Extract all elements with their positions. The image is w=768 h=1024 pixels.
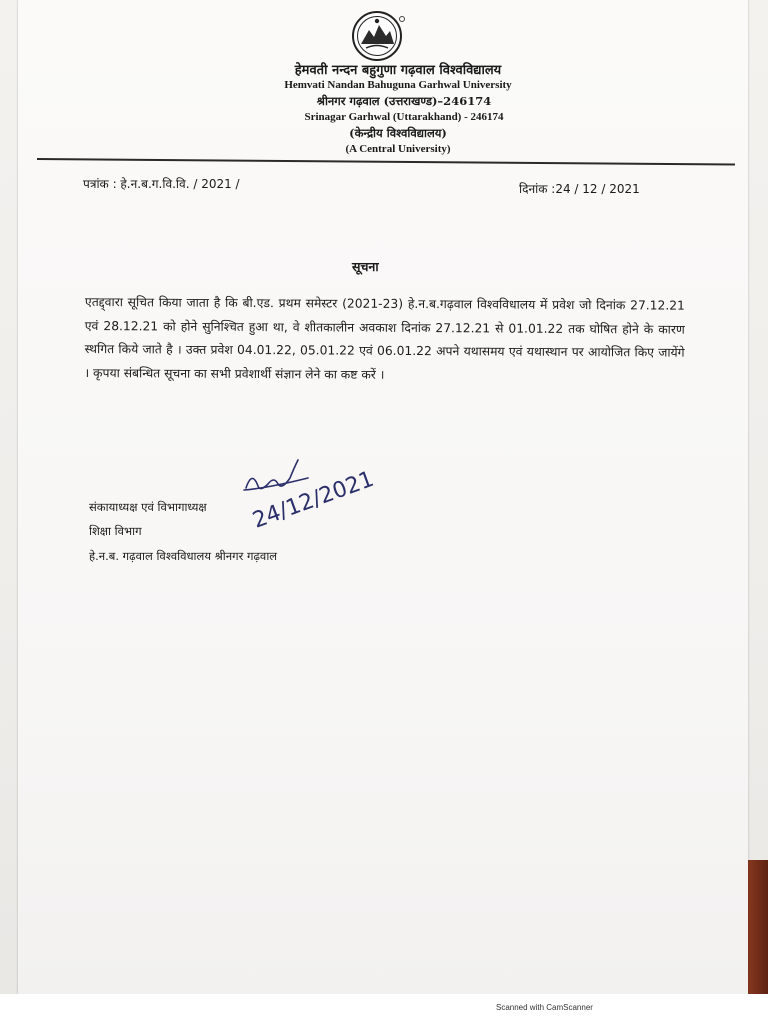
footer-band: [0, 994, 768, 1024]
department: शिक्षा विभाग: [89, 524, 142, 538]
central-university-english: (A Central University): [345, 143, 451, 155]
location-english: Srinagar Garhwal (Uttarakhand) - 246174: [304, 111, 504, 123]
institution: हे.न.ब. गढ़वाल विश्वविधालय श्रीनगर गढ़वाल: [89, 549, 278, 563]
central-university-hindi: (केन्द्रीय विश्वविद्यालय): [349, 126, 447, 140]
handwritten-signature: [238, 448, 388, 536]
letter-number: पत्रांक : हे.न.ब.ग.वि.वि. / 2021 /: [83, 177, 240, 191]
svg-text:24/12/2021: 24/12/2021: [249, 466, 378, 534]
designation: संकायाध्यक्ष एवं विभागाध्यक्ष: [89, 500, 207, 514]
location-hindi: श्रीनगर गढ़वाल (उत्तराखण्ड)–246174: [316, 94, 492, 108]
notice-title: सूचना: [352, 259, 379, 274]
notice-body: एतद्द्वारा सूचित किया जाता है कि बी.एड. प्रथम समेस्टर (2021-23) हे.न.ब.गढ़वाल विश्वविधालय में प्रवेश जो दिनांक 27.12.21 एवं 28.12.21 को होने सुनिश्चित हुआ था, वे शीतकालीन अवकाश दिनांक 27.12.21 से 01.01.22 तक घोषित होने के कारण स्थगित किये जाते है । उक्त प्रवेश 04.01.22, 05.01.22 एवं 06.01.22 अपने यथासमय एवं यथास्थान पर आयोजित किए जायेंगे । कृपया संबन्धित सूचना का सभी प्रवेशार्थी संज्ञान लेने का कष्ट करें ।: [84, 294, 685, 382]
scanner-watermark: Scanned with CamScanner: [496, 1003, 593, 1012]
university-name-hindi: हेमवती नन्दन बहुगुणा गढ़वाल विश्वविद्यालय: [294, 63, 502, 78]
university-seal-icon: [347, 10, 407, 62]
university-name-english: Hemvati Nandan Bahuguna Garhwal University: [284, 79, 512, 91]
letter-date: दिनांक :24 / 12 / 2021: [519, 182, 640, 196]
table-edge: [746, 860, 768, 1000]
